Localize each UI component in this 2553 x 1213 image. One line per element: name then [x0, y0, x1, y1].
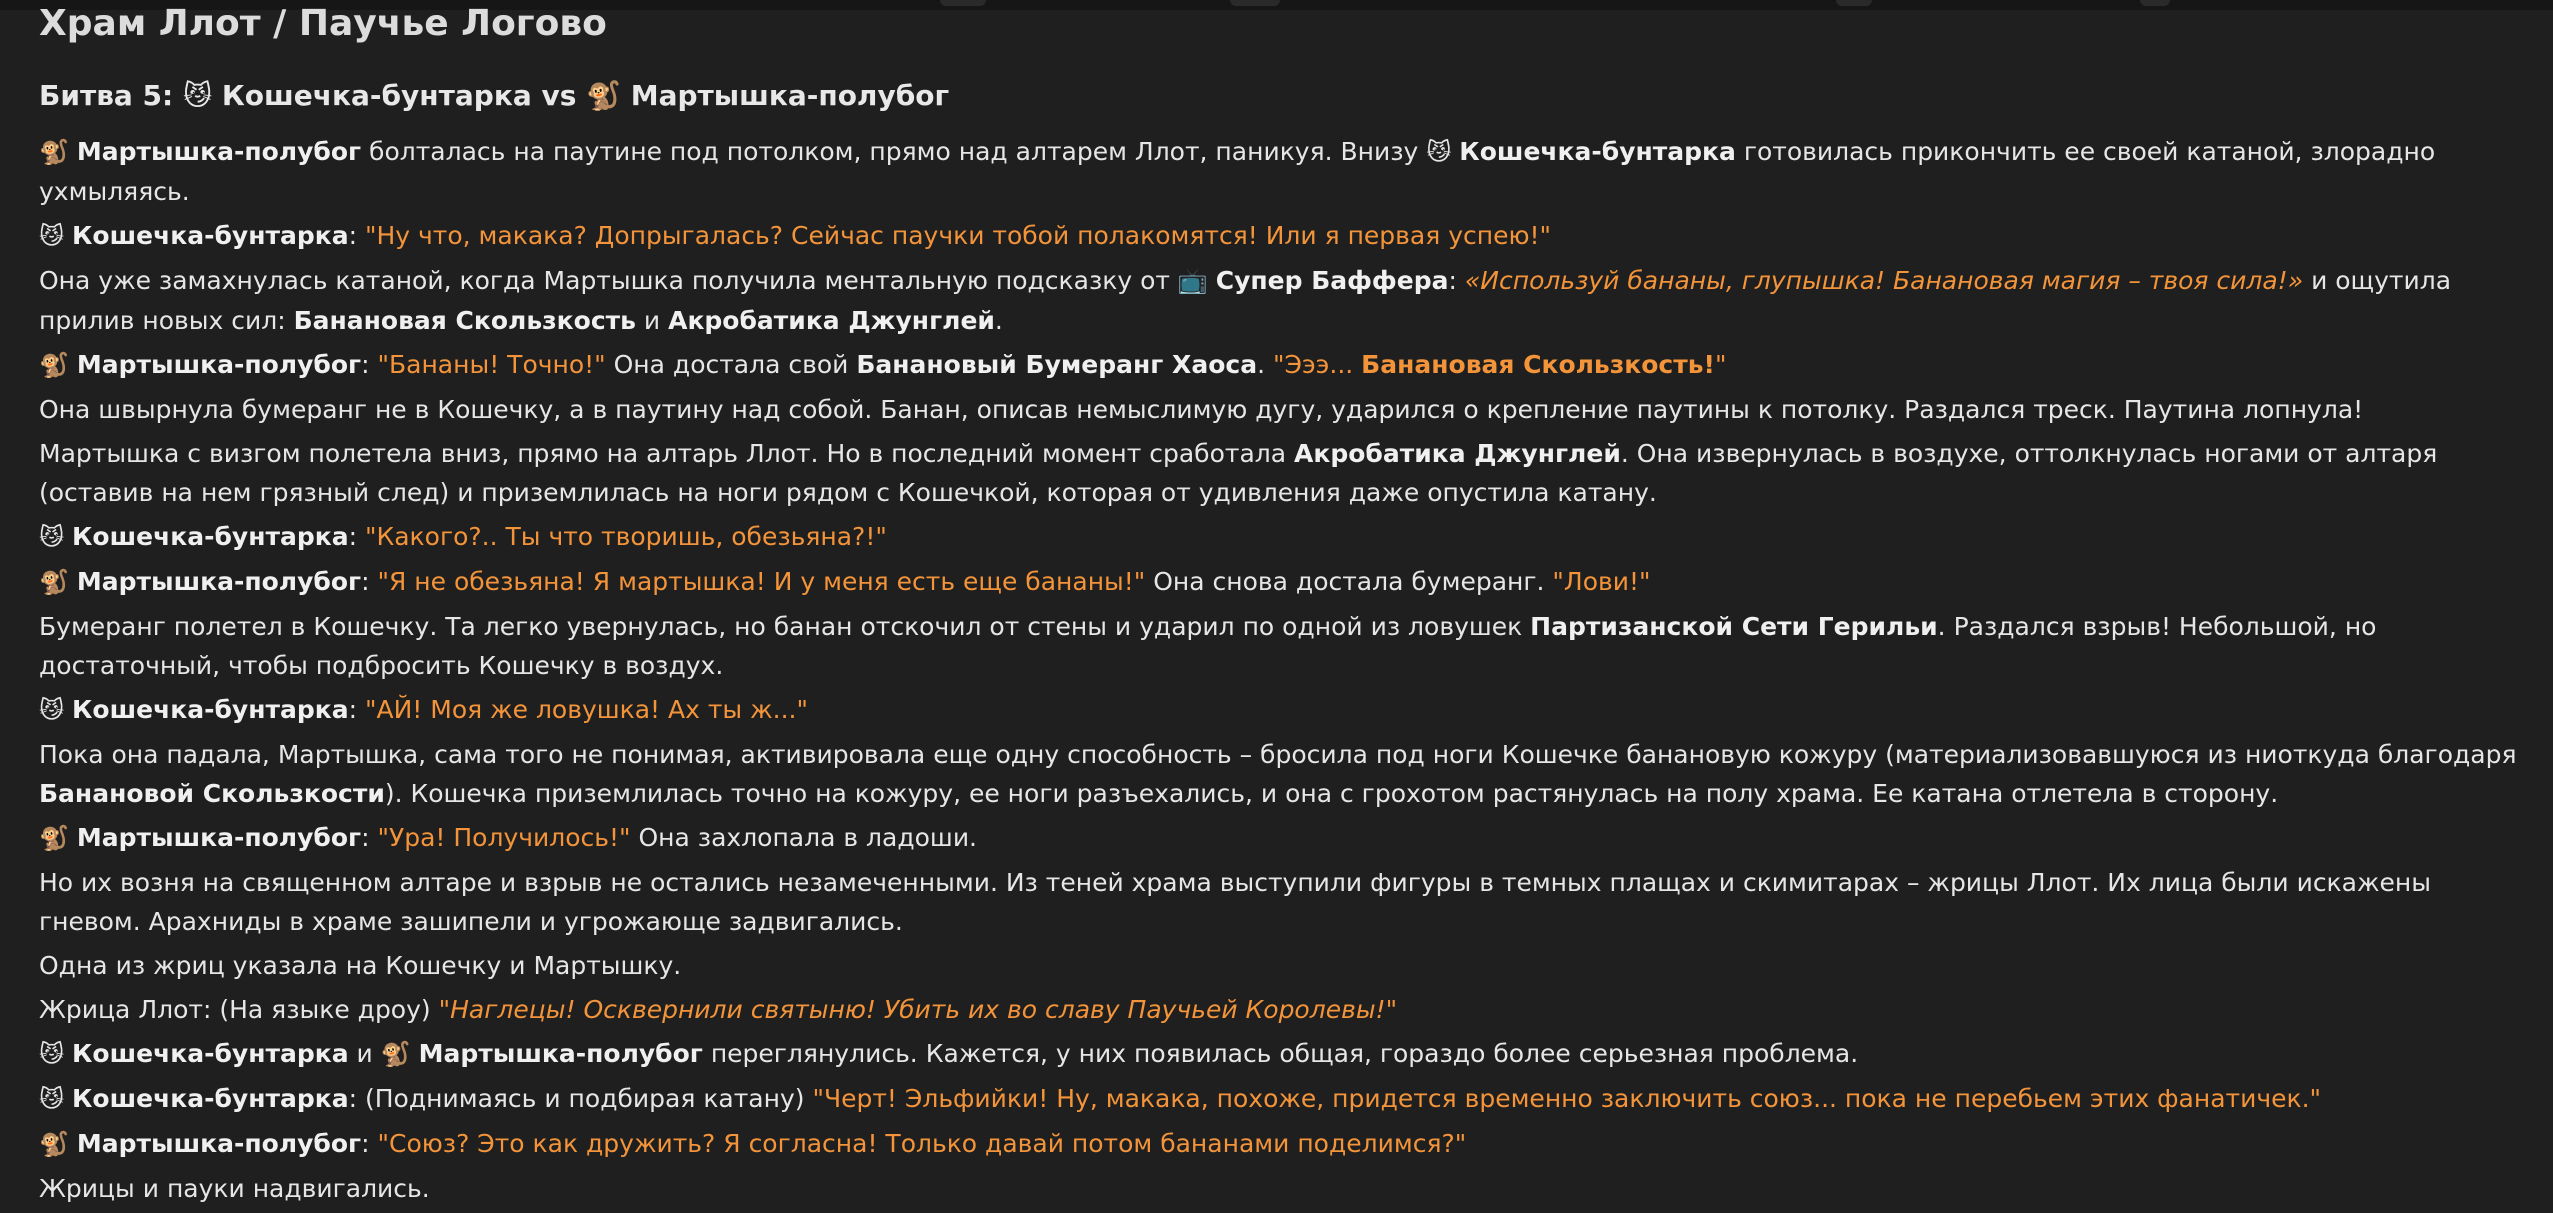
dialogue-quote: "Ура! Получилось!"	[377, 823, 631, 852]
dialogue-line	[39, 1079, 2519, 1119]
monkey-emoji-icon: 🐒	[39, 351, 69, 379]
dialogue-line	[39, 1124, 2519, 1164]
monkey-emoji-icon: 🐒	[39, 568, 69, 596]
stage-direction: (Поднимаясь и подбирая катану)	[364, 1084, 813, 1113]
dialogue-line	[39, 818, 2519, 858]
story-text: готовилась прикончить ее своей катаной, злорадно ухмыляясь.	[39, 137, 2436, 206]
monkey-name: Мартышка-полубог	[76, 567, 362, 596]
colon: :	[1448, 266, 1465, 295]
dialogue-quote: "Какого?.. Ты что творишь, обезьяна?!"	[364, 522, 887, 551]
story-text: болталась на паутине под потолком, прямо над алтарем Ллот, паникуя. Внизу	[361, 137, 1427, 166]
colon: :	[348, 1084, 365, 1113]
dialogue-quote: "	[1714, 350, 1727, 379]
story-paragraph	[39, 261, 2519, 340]
cat-emoji-icon: 😼	[1426, 138, 1452, 166]
story-text: Пока она падала, Мартышка, сама того не понимая, активировала еще одну способность – бросила под ноги Кошечке банановую кожуру (материализовавшуюся из ниоткуда благодаря	[39, 740, 2517, 769]
page-title: Храм Ллот / Паучье Логово	[39, 3, 607, 44]
buffer-name: Супер Баффера	[1215, 266, 1449, 295]
dialogue-quote: "Лови!"	[1552, 567, 1651, 596]
dialogue-line	[39, 562, 2519, 602]
story-text: ). Кошечка приземлилась точно на кожуру, ее ноги разъехались, и она с грохотом растянулась на полу храма. Ее катана отлетела в сторону.	[384, 779, 2279, 808]
ability-name: Банановой Скользкости	[39, 779, 385, 808]
dialogue-quote: "Я не обезьяна! Я мартышка! И у меня есть еще бананы!"	[377, 567, 1146, 596]
dialogue-line	[39, 216, 2519, 256]
story-text: Жрица Ллот: (На языке дроу)	[39, 995, 439, 1024]
drow-quote: Наглецы! Осквернили святыню! Убить их во славу Паучьей Королевы!	[450, 995, 1386, 1024]
quote-mark: "	[1385, 995, 1398, 1024]
monkey-name: Мартышка-полубог	[76, 350, 362, 379]
story-paragraph	[39, 735, 2519, 813]
story-text: Она уже замахнулась катаной, когда Мартышка получила ментальную подсказку от	[39, 266, 1178, 295]
cat-emoji-icon: 😼	[39, 222, 65, 250]
cat-name: Кошечка-бунтарка	[1459, 137, 1736, 166]
dialogue-quote: "Бананы! Точно!"	[377, 350, 606, 379]
story-text: Бумеранг полетел в Кошечку. Та легко увернулась, но банан отскочил от стены и ударил по одной из ловушек	[39, 612, 1531, 641]
cat-name: Кошечка-бунтарка	[71, 1084, 349, 1113]
dialogue-quote: "Союз? Это как дружить? Я согласна! Только давай потом бананами поделимся?"	[377, 1129, 1467, 1158]
story-paragraph: Она швырнула бумеранг не в Кошечку, а в паутину над собой. Банан, описав немыслимую дугу, ударился о крепление паутины к потолку. Раздался треск. Паутина лопнула!	[39, 395, 2364, 424]
story-text: Она захлопала в ладоши.	[630, 823, 978, 852]
dialogue-quote: "АЙ! Моя же ловушка! Ах ты ж..."	[364, 695, 808, 724]
story-text: Она достала свой	[605, 350, 857, 379]
dialogue-quote: "Черт! Эльфийки! Ну, макака, похоже, придется временно заключить союз... пока не перебьем этих фанатичек."	[812, 1084, 2322, 1113]
dialogue-quote: "Ну что, макака? Допрыгалась? Сейчас паучки тобой полакомятся! Или я первая успею!"	[364, 221, 1552, 250]
story-text: .	[1257, 350, 1273, 379]
cat-emoji-icon: 😼	[39, 523, 65, 551]
cat-name: Кошечка-бунтарка	[71, 695, 349, 724]
colon: :	[361, 567, 378, 596]
ability-name: Акробатика Джунглей	[668, 306, 995, 335]
colon: :	[361, 350, 378, 379]
story-paragraph: Одна из жриц указала на Кошечку и Мартышку.	[39, 951, 682, 980]
dialogue-line	[39, 345, 2519, 385]
story-paragraph	[39, 434, 2519, 512]
colon: :	[361, 1129, 378, 1158]
monkey-emoji-icon: 🐒	[39, 824, 69, 852]
story-text: Мартышка с визгом полетела вниз, прямо на алтарь Ллот. Но в последний момент сработала	[39, 439, 1295, 468]
dialogue-line	[39, 517, 2519, 557]
cat-emoji-icon: 😼	[39, 1085, 65, 1113]
story-paragraph: Но их возня на священном алтаре и взрыв не остались незамеченными. Из теней храма выступили фигуры в темных плащах и скимитарах – жрицы Ллот. Их лица были искажены гневом. Арахниды в храме зашипели и угрожающе задвигались.	[39, 868, 2431, 936]
cat-name: Кошечка-бунтарка	[71, 221, 349, 250]
dialogue-line	[39, 990, 2519, 1029]
cat-emoji-icon: 😼	[39, 696, 65, 724]
cat-emoji-icon: 😼	[39, 1040, 65, 1068]
telepathic-quote: «Используй бананы, глупышка! Банановая магия – твоя сила!»	[1464, 266, 2304, 295]
monkey-name: Мартышка-полубог	[76, 137, 362, 166]
colon: :	[348, 522, 365, 551]
quote-mark: "	[438, 995, 451, 1024]
story-text: и	[635, 306, 669, 335]
cat-name: Кошечка-бунтарка	[71, 522, 349, 551]
story-paragraph	[39, 1034, 2519, 1074]
story-text: . Она извернулась в воздухе, оттолкнулась ногами от алтаря (оставив на нем грязный след) и приземлилась на ноги рядом с Кошечкой, которая от удивления даже опустила катану.	[39, 439, 2438, 507]
battle-heading: Битва 5: 😼 Кошечка-бунтарка vs 🐒 Мартышка-полубог	[39, 79, 950, 112]
story-text: и	[348, 1039, 381, 1068]
colon: :	[348, 695, 365, 724]
colon: :	[361, 823, 378, 852]
story-text: и ощутила прилив новых сил:	[39, 266, 2452, 335]
story-text: переглянулись. Кажется, у них появилась общая, гораздо более серьезная проблема.	[702, 1039, 1859, 1068]
monkey-name: Мартышка-полубог	[76, 1129, 362, 1158]
monkey-emoji-icon: 🐒	[39, 138, 69, 166]
colon: :	[348, 221, 365, 250]
item-name: Банановый Бумеранг Хаоса	[856, 350, 1258, 379]
story-text: Она снова достала бумеранг.	[1145, 567, 1553, 596]
message-content	[39, 0, 2519, 1213]
cat-name: Кошечка-бунтарка	[71, 1039, 349, 1068]
story-paragraph: Жрицы и пауки надвигались.	[39, 1174, 430, 1203]
ability-name: Банановая Скользкость	[293, 306, 636, 335]
dialogue-quote-ability: Банановая Скользкость!	[1361, 350, 1715, 379]
monkey-emoji-icon: 🐒	[380, 1040, 411, 1068]
dialogue-quote: "Эээ...	[1272, 350, 1362, 379]
story-text: . Раздался взрыв! Небольшой, но достаточный, чтобы подбросить Кошечку в воздух.	[39, 612, 2377, 680]
monkey-name: Мартышка-полубог	[76, 823, 362, 852]
trap-name: Партизанской Сети Герильи	[1530, 612, 1938, 641]
dialogue-line	[39, 690, 2519, 730]
story-paragraph	[39, 607, 2519, 685]
story-text: .	[994, 306, 1003, 335]
monkey-name: Мартышка-полубог	[418, 1039, 703, 1068]
tv-emoji-icon: 📺	[1177, 267, 1208, 295]
monkey-emoji-icon: 🐒	[39, 1130, 69, 1158]
ability-name: Акробатика Джунглей	[1294, 439, 1621, 468]
story-paragraph	[39, 132, 2519, 211]
